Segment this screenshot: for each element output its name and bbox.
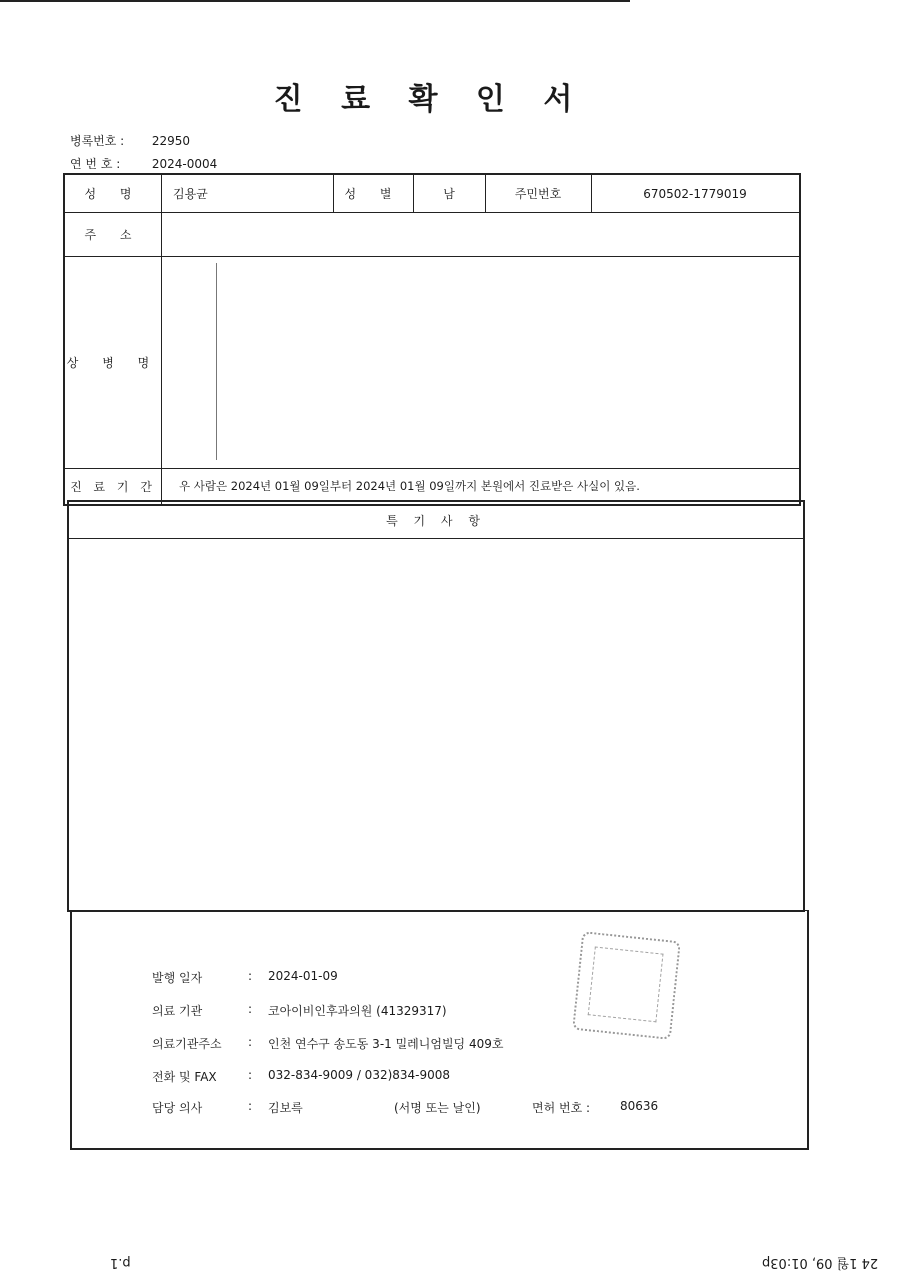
- doctor-row: 담당 의사 : 김보륵 (서명 또는 날인) 면허 번호 : 80636: [152, 1099, 659, 1115]
- patient-info-table: [63, 173, 801, 506]
- col-divider: [161, 468, 162, 504]
- doctor-value: 김보륵: [268, 1101, 303, 1115]
- serial-value: 2024-0004: [151, 157, 218, 171]
- serial-label: 연 번 호 :: [70, 157, 121, 171]
- period-text: 우 사람은 2024년 01월 09일부터 2024년 01월 09일까지 본원에서 진료받은 사실이 있음.: [179, 479, 640, 493]
- name-value: 김용균: [173, 187, 208, 201]
- issue-date-value: 2024-01-09: [268, 969, 338, 983]
- diagnosis-inner-divider: [216, 263, 217, 460]
- remarks-section: [67, 500, 805, 912]
- phone-label: 전화 및 FAX: [152, 1070, 217, 1084]
- institution-row: 의료 기관 : 코아이비인후과의원 (41329317): [152, 1002, 447, 1018]
- registration-number: [70, 132, 190, 149]
- id-label: 주민번호: [514, 187, 562, 201]
- fax-page-number: p.1: [110, 1255, 131, 1270]
- license-label: 면허 번호 :: [532, 1101, 591, 1115]
- period-label: 진 료 기 간: [70, 479, 156, 494]
- clinic-seal-stamp: [572, 931, 681, 1040]
- document-title: 진 료 확 인 서: [273, 82, 587, 117]
- license-value: 80636: [620, 1099, 659, 1113]
- col-divider: [333, 175, 334, 212]
- phone-value: 032-834-9009 / 032)834-9008: [268, 1068, 451, 1082]
- sex-label: 성 별: [344, 187, 402, 201]
- id-value: 670502-1779019: [643, 186, 747, 201]
- diagnosis-label: 상 병 명: [66, 355, 160, 370]
- serial-number: [70, 155, 217, 172]
- fax-header-line: [0, 0, 630, 2]
- name-label: 성 명: [84, 187, 142, 201]
- col-divider: [161, 175, 162, 212]
- col-divider: [161, 212, 162, 468]
- diagnosis-value: [225, 256, 795, 468]
- registration-value: 22950: [151, 134, 191, 148]
- col-divider: [591, 175, 592, 212]
- sex-value: 남: [443, 187, 455, 201]
- institution-address-value: 인천 연수구 송도동 3-1 밀레니엄빌딩 409호: [268, 1037, 504, 1051]
- col-divider: [413, 175, 414, 212]
- registration-label: 병록번호 :: [70, 134, 125, 148]
- remarks-heading: 특 기 사 항: [69, 502, 803, 539]
- fax-timestamp: 24 1월 09, 01:03p: [762, 1255, 879, 1270]
- institution-address-row: 의료기관주소 : 인천 연수구 송도동 3-1 밀레니엄빌딩 409호: [152, 1035, 504, 1051]
- issue-date-label: 발행 일자: [152, 971, 203, 985]
- institution-label: 의료 기관: [152, 1004, 203, 1018]
- institution-address-label: 의료기관주소: [152, 1037, 222, 1051]
- issue-date-row: 발행 일자 : 2024-01-09: [152, 969, 338, 985]
- issuer-section: [70, 910, 809, 1150]
- institution-value: 코아이비인후과의원 (41329317): [268, 1004, 447, 1018]
- signature-note: (서명 또는 날인): [394, 1101, 481, 1115]
- address-label: 주 소: [84, 227, 142, 242]
- phone-row: 전화 및 FAX : 032-834-9009 / 032)834-9008: [152, 1068, 451, 1084]
- doctor-label: 담당 의사: [152, 1101, 203, 1115]
- address-value: [173, 212, 793, 256]
- col-divider: [485, 175, 486, 212]
